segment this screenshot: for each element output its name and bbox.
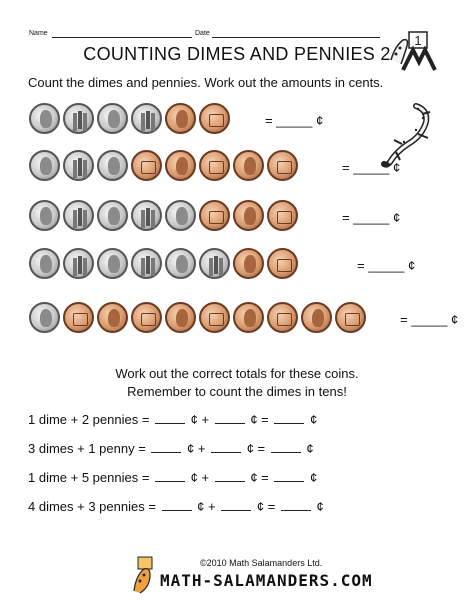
dime-coin — [63, 150, 94, 181]
dime-coin — [29, 248, 60, 279]
dime-coin — [131, 103, 162, 134]
answer-blank[interactable] — [155, 471, 185, 482]
part2-line1: Work out the correct totals for these coins. — [115, 366, 359, 381]
dime-coin — [63, 200, 94, 231]
penny-coin — [267, 150, 298, 181]
penny-coin — [199, 200, 230, 231]
equation-symbol: ¢ — [306, 412, 318, 427]
penny-coin — [335, 302, 366, 333]
row-answer[interactable]: = _____ ¢ — [265, 113, 324, 128]
dime-coin — [97, 248, 128, 279]
dime-coin — [29, 200, 60, 231]
answer-blank[interactable] — [211, 442, 241, 453]
answer-blank[interactable] — [215, 471, 245, 482]
equation-symbol: ¢ + — [187, 412, 213, 427]
dime-coin — [29, 302, 60, 333]
penny-coin — [199, 302, 230, 333]
equation-symbol: ¢ = — [253, 499, 279, 514]
dime-coin — [63, 248, 94, 279]
dime-coin — [29, 103, 60, 134]
penny-coin — [199, 150, 230, 181]
penny-coin — [267, 302, 298, 333]
equation-label: 4 dimes + 3 pennies = — [28, 499, 160, 514]
row-answer[interactable]: = _____ ¢ — [400, 312, 459, 327]
equation-symbol: ¢ — [312, 499, 324, 514]
equation-row — [28, 470, 317, 485]
equation-symbol: ¢ = — [243, 441, 269, 456]
name-line[interactable] — [52, 37, 192, 38]
equation-symbol: ¢ — [302, 441, 314, 456]
dime-coin — [97, 200, 128, 231]
penny-coin — [233, 302, 264, 333]
equation-symbol: ¢ = — [246, 470, 273, 485]
equation-symbol: ¢ + — [187, 470, 213, 485]
penny-coin — [199, 103, 230, 134]
dime-coin — [97, 150, 128, 181]
answer-blank[interactable] — [274, 471, 304, 482]
answer-blank[interactable] — [271, 442, 301, 453]
dime-coin — [165, 200, 196, 231]
penny-coin — [233, 248, 264, 279]
penny-coin — [267, 200, 298, 231]
equation-symbol: ¢ + — [193, 499, 220, 514]
penny-coin — [233, 200, 264, 231]
dime-coin — [131, 200, 162, 231]
part2-line2: Remember to count the dimes in tens! — [127, 384, 347, 399]
answer-blank[interactable] — [274, 413, 304, 424]
equation-label: 1 dime + 2 pennies = — [28, 412, 154, 427]
answer-blank[interactable] — [215, 413, 245, 424]
equation-symbol: ¢ + — [183, 441, 210, 456]
footer-copyright: ©2010 Math Salamanders Ltd. — [200, 558, 323, 568]
penny-coin — [233, 150, 264, 181]
dime-coin — [97, 103, 128, 134]
equation-symbol: ¢ — [306, 470, 318, 485]
penny-coin — [301, 302, 332, 333]
equation-label: 1 dime + 5 pennies = — [28, 470, 154, 485]
equation-row — [28, 441, 314, 456]
penny-coin — [63, 302, 94, 333]
dime-coin — [29, 150, 60, 181]
penny-coin — [131, 302, 162, 333]
penny-coin — [267, 248, 298, 279]
equation-row — [28, 412, 317, 427]
date-line[interactable] — [212, 37, 380, 38]
answer-blank[interactable] — [155, 413, 185, 424]
row-answer[interactable]: = _____ ¢ — [342, 210, 401, 225]
penny-coin — [97, 302, 128, 333]
dime-coin — [199, 248, 230, 279]
equation-row — [28, 499, 324, 514]
instructions: Count the dimes and pennies. Work out the amounts in cents. — [28, 75, 384, 90]
penny-coin — [165, 103, 196, 134]
answer-blank[interactable] — [221, 500, 251, 511]
answer-blank[interactable] — [162, 500, 192, 511]
penny-coin — [165, 302, 196, 333]
date-label: Date — [195, 30, 210, 37]
answer-blank[interactable] — [281, 500, 311, 511]
footer-site: MATH-SALAMANDERS.COM — [160, 571, 373, 590]
answer-blank[interactable] — [151, 442, 181, 453]
name-label: Name — [29, 30, 48, 37]
dime-coin — [165, 248, 196, 279]
dime-coin — [131, 248, 162, 279]
penny-coin — [131, 150, 162, 181]
equation-symbol: ¢ = — [246, 412, 273, 427]
row-answer[interactable]: = _____ ¢ — [342, 160, 401, 175]
badge-number: 1 — [414, 33, 422, 48]
equation-label: 3 dimes + 1 penny = — [28, 441, 150, 456]
dime-coin — [63, 103, 94, 134]
worksheet-title: COUNTING DIMES AND PENNIES 2 — [83, 44, 391, 64]
row-answer[interactable]: = _____ ¢ — [357, 258, 416, 273]
penny-coin — [165, 150, 196, 181]
